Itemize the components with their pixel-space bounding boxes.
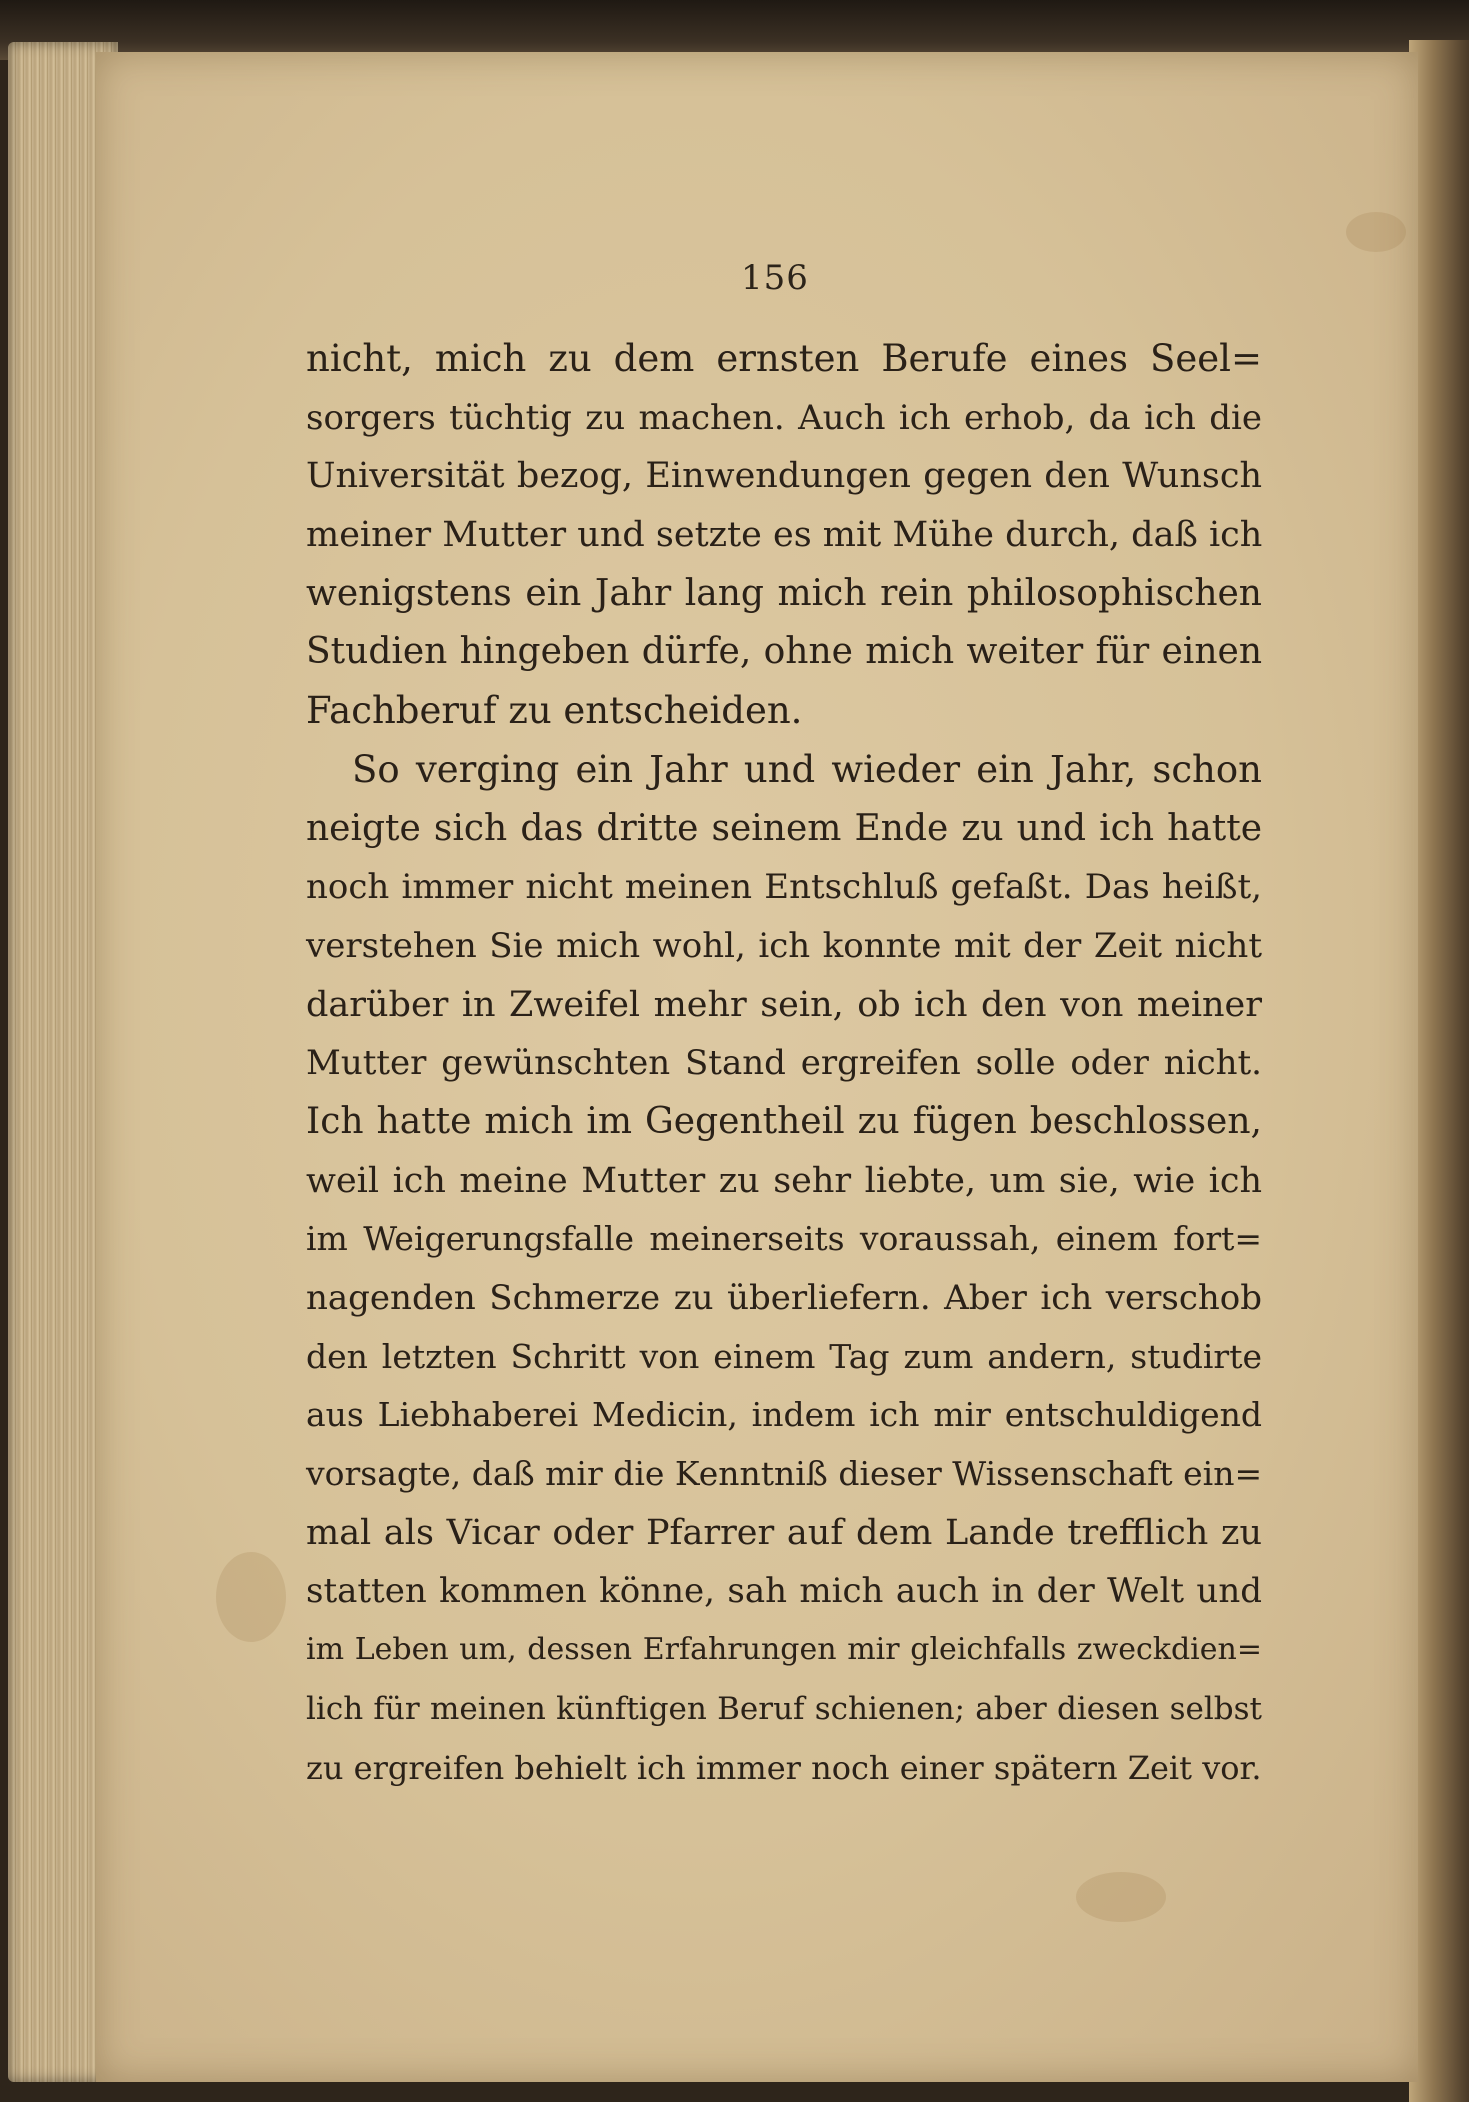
text-line: zu ergreifen behielt ich immer noch einer spätern Zeit vor. bbox=[306, 1748, 1262, 1787]
text-line: im Weigerungsfalle meinerseits voraussah, einem fort= bbox=[306, 1219, 1262, 1259]
text-line: Mutter gewünschten Stand ergreifen solle oder nicht. bbox=[306, 1043, 1262, 1084]
text-line: nicht, mich zu dem ernsten Berufe eines Seel= bbox=[306, 337, 1262, 380]
text-line: nagenden Schmerze zu überliefern. Aber ich verschob bbox=[306, 1278, 1262, 1318]
text-line: lich für meinen künftigen Beruf schienen; aber diesen selbst bbox=[306, 1690, 1262, 1727]
foxing-spot bbox=[216, 1552, 286, 1642]
text-line: Ich hatte mich im Gegentheil zu fügen beschlossen, bbox=[306, 1100, 1262, 1142]
text-line: verstehen Sie mich wohl, ich konnte mit der Zeit nicht bbox=[306, 925, 1262, 966]
text-line: Studien hingeben dürfe, ohne mich weiter für einen bbox=[306, 631, 1262, 673]
text-line: im Leben um, dessen Erfahrungen mir gleichfalls zweckdien= bbox=[306, 1632, 1262, 1668]
text-line: weil ich meine Mutter zu sehr liebte, um sie, wie ich bbox=[306, 1160, 1262, 1201]
text-line: neigte sich das dritte seinem Ende zu und ich hatte bbox=[306, 807, 1262, 849]
text-line: noch immer nicht meinen Entschluß gefaßt. Das heißt, bbox=[306, 867, 1262, 908]
text-line: darüber in Zweifel mehr sein, ob ich den von meiner bbox=[306, 984, 1262, 1025]
text-line: aus Liebhaberei Medicin, indem ich mir entschuldigend bbox=[306, 1395, 1262, 1435]
text-line: meiner Mutter und setzte es mit Mühe durch, daß ich bbox=[306, 515, 1263, 556]
text-line: den letzten Schritt von einem Tag zum andern, studirte bbox=[306, 1336, 1262, 1376]
text-line: statten kommen könne, sah mich auch in der Welt und bbox=[306, 1571, 1262, 1612]
text-line: wenigstens ein Jahr lang mich rein philosophischen bbox=[306, 572, 1262, 614]
text-line: vorsagte, daß mir die Kenntniß dieser Wissenschaft ein= bbox=[306, 1454, 1263, 1494]
text-line: So verging ein Jahr und wieder ein Jahr, schon bbox=[352, 747, 1262, 791]
book-binding-top bbox=[0, 0, 1469, 60]
binding-gutter bbox=[1409, 40, 1469, 2102]
body-text bbox=[306, 330, 1262, 1797]
text-line: Fachberuf zu entscheiden. bbox=[306, 689, 803, 733]
page-number: 156 bbox=[741, 258, 809, 298]
text-line: sorgers tüchtig zu machen. Auch ich erhob, da ich die bbox=[306, 397, 1262, 438]
text-line: Universität bezog, Einwendungen gegen den Wunsch bbox=[306, 456, 1262, 497]
foxing-spot bbox=[1076, 1872, 1166, 1922]
foxing-spot bbox=[1346, 212, 1406, 252]
text-line: mal als Vicar oder Pfarrer auf dem Lande trefflich zu bbox=[306, 1512, 1262, 1553]
